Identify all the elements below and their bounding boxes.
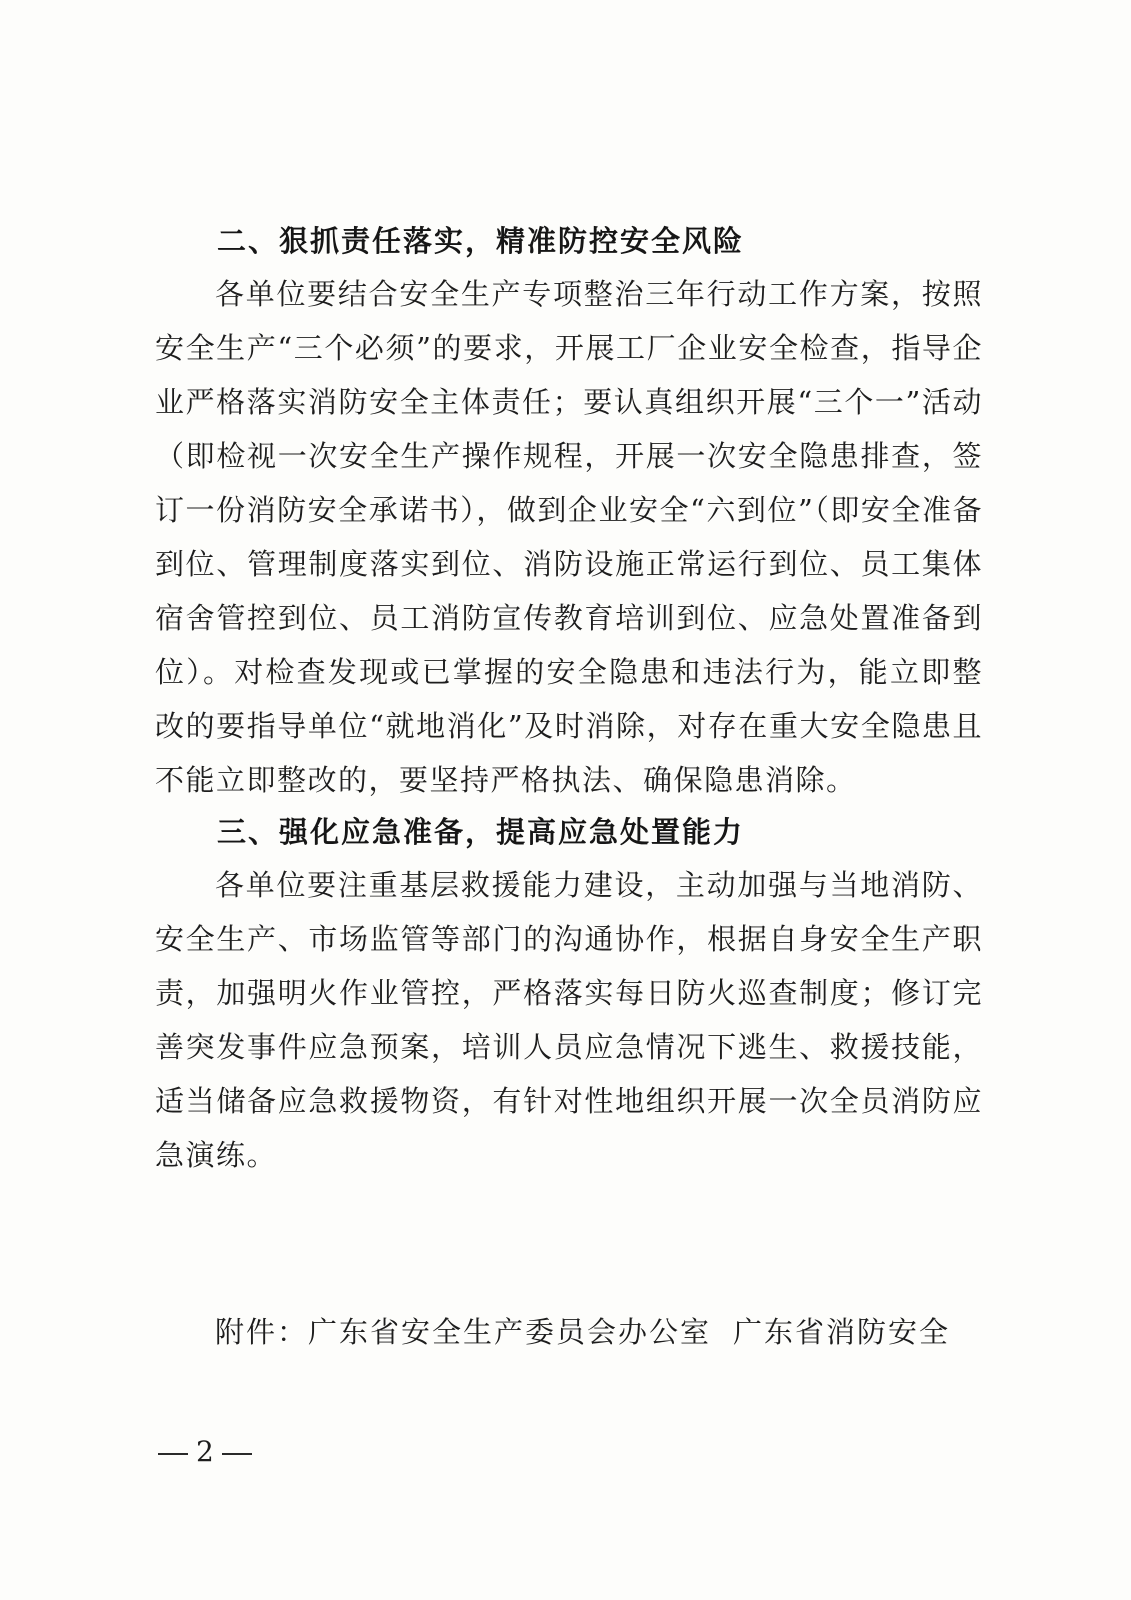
attachment-line: [215, 1305, 950, 1359]
document-body: [155, 216, 983, 1182]
attachment-org-1: 广东省安全生产委员会办公室: [308, 1315, 712, 1349]
section-3-heading: 三、强化应急准备，提高应急处置能力: [217, 815, 745, 849]
page-number: [150, 1432, 260, 1472]
page-number-dash-left: [158, 1453, 188, 1455]
section-3-paragraph: 各单位要注重基层救援能力建设，主动加强与当地消防、安全生产、市场监管等部门的沟通协作，根据自身安全生产职责，加强明火作业管控，严格落实每日防火巡查制度；修订完善突发事件应急预案，培训人员应急情况下逃生、救援技能，适当储备应急救援物资，有针对性地组织开展一次全员消防应急演练。: [155, 868, 983, 1172]
section-2-heading: 二、狠抓责任落实，精准防控安全风险: [217, 224, 745, 258]
attachment-label: 附件：: [215, 1315, 309, 1349]
attachment-org-2: 广东省消防安全: [733, 1315, 951, 1349]
page-number-value: 2: [196, 1435, 214, 1468]
page-number-dash-right: [222, 1453, 252, 1455]
section-2-paragraph: 各单位要结合安全生产专项整治三年行动工作方案，按照安全生产“三个必须”的要求，开展工厂企业安全检查，指导企业严格落实消防安全主体责任；要认真组织开展“三个一”活动（即检视一次安全生产操作规程，开展一次安全隐患排查，签订一份消防安全承诺书），做到企业安全“六到位”（即安全准备到位、管理制度落实到位、消防设施正常运行到位、员工集体宿舍管控到位、员工消防宣传教育培训到位、应急处置准备到位）。对检查发现或已掌握的安全隐患和违法行为，能立即整改的要指导单位“就地消化”及时消除，对存在重大安全隐患且不能立即整改的，要坚持严格执法、确保隐患消除。: [155, 277, 983, 797]
